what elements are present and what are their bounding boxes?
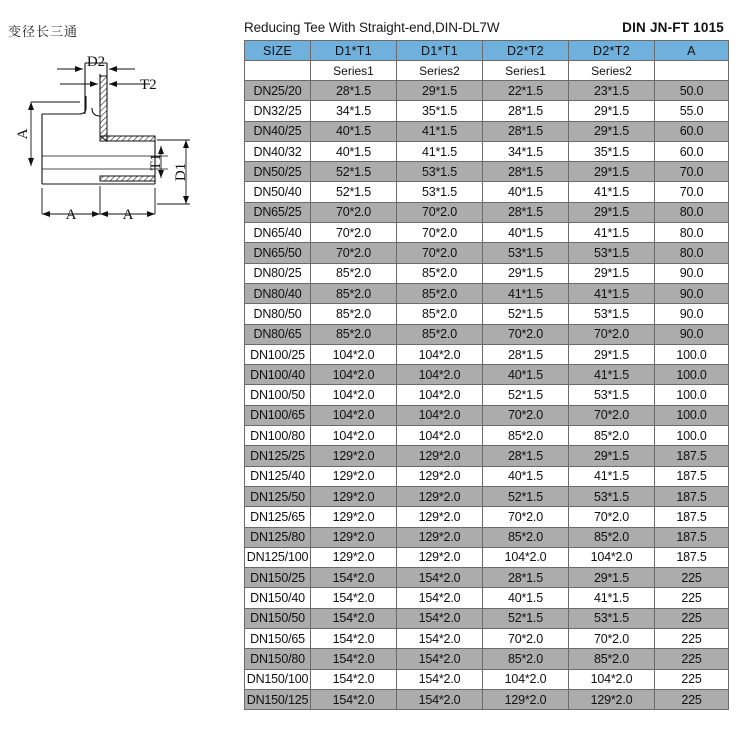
cell-d1t1-series1: 85*2.0	[311, 283, 397, 303]
table-row	[245, 324, 729, 344]
cell-d1t1-series2: 154*2.0	[397, 568, 483, 588]
cell-d1t1-series1: 40*1.5	[311, 141, 397, 161]
cell-a: 50.0	[655, 81, 729, 101]
table-row	[245, 568, 729, 588]
cell-d2t2-series1: 22*1.5	[483, 81, 569, 101]
cell-size: DN150/50	[245, 608, 311, 628]
cell-d1t1-series2: 41*1.5	[397, 141, 483, 161]
cell-d2t2-series2: 41*1.5	[569, 223, 655, 243]
cell-d2t2-series1: 104*2.0	[483, 669, 569, 689]
cell-d2t2-series2: 29*1.5	[569, 121, 655, 141]
cell-d1t1-series1: 40*1.5	[311, 121, 397, 141]
cell-d2t2-series1: 53*1.5	[483, 243, 569, 263]
cell-d1t1-series1: 104*2.0	[311, 405, 397, 425]
cell-size: DN125/40	[245, 466, 311, 486]
cell-size: DN80/50	[245, 304, 311, 324]
cell-d1t1-series2: 85*2.0	[397, 304, 483, 324]
cell-size: DN50/25	[245, 162, 311, 182]
cell-d2t2-series1: 52*1.5	[483, 304, 569, 324]
cell-a: 225	[655, 649, 729, 669]
cell-d1t1-series1: 129*2.0	[311, 547, 397, 567]
table-row	[245, 446, 729, 466]
cell-d2t2-series1: 104*2.0	[483, 547, 569, 567]
table-row	[245, 385, 729, 405]
cell-a: 225	[655, 629, 729, 649]
cell-d2t2-series1: 28*1.5	[483, 101, 569, 121]
cell-d1t1-series1: 70*2.0	[311, 243, 397, 263]
cell-size: DN150/100	[245, 669, 311, 689]
cell-d1t1-series2: 104*2.0	[397, 385, 483, 405]
cell-d1t1-series1: 104*2.0	[311, 426, 397, 446]
cell-a: 187.5	[655, 446, 729, 466]
column-header-d2t2-s1: D2*T2	[483, 41, 569, 61]
cell-d1t1-series2: 53*1.5	[397, 162, 483, 182]
cell-size: DN150/40	[245, 588, 311, 608]
cell-d2t2-series1: 41*1.5	[483, 283, 569, 303]
cell-d1t1-series1: 104*2.0	[311, 385, 397, 405]
cell-d1t1-series1: 52*1.5	[311, 162, 397, 182]
cell-d2t2-series1: 34*1.5	[483, 141, 569, 161]
cell-d2t2-series2: 70*2.0	[569, 629, 655, 649]
cell-d1t1-series2: 70*2.0	[397, 243, 483, 263]
label-d1: D1	[173, 162, 189, 182]
cell-d1t1-series2: 70*2.0	[397, 223, 483, 243]
table-row	[245, 283, 729, 303]
cell-d2t2-series2: 41*1.5	[569, 283, 655, 303]
cell-d1t1-series1: 129*2.0	[311, 527, 397, 547]
cell-d1t1-series2: 129*2.0	[397, 486, 483, 506]
cell-a: 55.0	[655, 101, 729, 121]
cell-d2t2-series2: 29*1.5	[569, 263, 655, 283]
cell-d2t2-series2: 29*1.5	[569, 162, 655, 182]
cell-size: DN125/80	[245, 527, 311, 547]
table-row	[245, 486, 729, 506]
cell-d1t1-series1: 129*2.0	[311, 466, 397, 486]
cell-d2t2-series1: 52*1.5	[483, 385, 569, 405]
cell-size: DN50/40	[245, 182, 311, 202]
cell-d1t1-series1: 70*2.0	[311, 202, 397, 222]
table-row	[245, 629, 729, 649]
table-row	[245, 608, 729, 628]
cell-d2t2-series1: 28*1.5	[483, 162, 569, 182]
cell-size: DN80/25	[245, 263, 311, 283]
cell-d2t2-series1: 85*2.0	[483, 426, 569, 446]
cell-a: 225	[655, 588, 729, 608]
cell-size: DN125/65	[245, 507, 311, 527]
label-t2: T2	[140, 77, 157, 93]
cell-size: DN150/25	[245, 568, 311, 588]
cell-d2t2-series2: 129*2.0	[569, 689, 655, 709]
table-row	[245, 223, 729, 243]
table-title: Reducing Tee With Straight-end,DIN-DL7W	[244, 19, 500, 35]
cell-d1t1-series2: 85*2.0	[397, 324, 483, 344]
cell-d1t1-series2: 129*2.0	[397, 507, 483, 527]
cell-d2t2-series2: 53*1.5	[569, 486, 655, 506]
cell-d2t2-series2: 53*1.5	[569, 304, 655, 324]
cell-d2t2-series1: 28*1.5	[483, 344, 569, 364]
cell-d1t1-series2: 104*2.0	[397, 426, 483, 446]
cell-d1t1-series1: 129*2.0	[311, 446, 397, 466]
table-row	[245, 426, 729, 446]
cell-a: 70.0	[655, 162, 729, 182]
cell-d1t1-series2: 129*2.0	[397, 527, 483, 547]
cell-size: DN100/40	[245, 365, 311, 385]
cell-d1t1-series1: 154*2.0	[311, 689, 397, 709]
cell-d1t1-series1: 34*1.5	[311, 101, 397, 121]
cell-d2t2-series2: 53*1.5	[569, 385, 655, 405]
cell-d2t2-series1: 40*1.5	[483, 466, 569, 486]
cell-d1t1-series2: 41*1.5	[397, 121, 483, 141]
table-row	[245, 466, 729, 486]
table-row	[245, 243, 729, 263]
cell-a: 187.5	[655, 507, 729, 527]
table-row	[245, 405, 729, 425]
standard-code: DIN JN-FT 1015	[622, 19, 724, 35]
technical-drawing-panel	[0, 0, 240, 240]
cell-d1t1-series1: 129*2.0	[311, 486, 397, 506]
cell-d1t1-series2: 104*2.0	[397, 405, 483, 425]
table-row	[245, 162, 729, 182]
cell-d1t1-series1: 104*2.0	[311, 344, 397, 364]
cell-a: 100.0	[655, 365, 729, 385]
header-row-main	[245, 41, 729, 61]
cell-a: 100.0	[655, 344, 729, 364]
cell-size: DN100/80	[245, 426, 311, 446]
cell-d2t2-series1: 28*1.5	[483, 568, 569, 588]
cell-d1t1-series1: 85*2.0	[311, 263, 397, 283]
table-row	[245, 669, 729, 689]
cell-d1t1-series1: 154*2.0	[311, 568, 397, 588]
cell-d2t2-series2: 29*1.5	[569, 101, 655, 121]
cell-a: 187.5	[655, 527, 729, 547]
cell-a: 90.0	[655, 283, 729, 303]
cell-d2t2-series1: 70*2.0	[483, 507, 569, 527]
wall-hatch-run-bottom	[100, 176, 155, 181]
table-row	[245, 365, 729, 385]
subheader-a	[655, 61, 729, 81]
cell-d2t2-series2: 41*1.5	[569, 182, 655, 202]
cell-d2t2-series2: 85*2.0	[569, 649, 655, 669]
cell-d1t1-series1: 85*2.0	[311, 324, 397, 344]
table-row	[245, 689, 729, 709]
table-row	[245, 649, 729, 669]
cell-size: DN65/40	[245, 223, 311, 243]
cell-a: 187.5	[655, 547, 729, 567]
cell-a: 225	[655, 568, 729, 588]
table-header	[245, 41, 729, 81]
cell-size: DN65/50	[245, 243, 311, 263]
cell-d2t2-series2: 85*2.0	[569, 426, 655, 446]
cell-d1t1-series1: 104*2.0	[311, 365, 397, 385]
cell-d2t2-series1: 40*1.5	[483, 365, 569, 385]
cell-d1t1-series1: 154*2.0	[311, 649, 397, 669]
table-row	[245, 304, 729, 324]
cell-size: DN65/25	[245, 202, 311, 222]
cell-size: DN125/25	[245, 446, 311, 466]
cell-size: DN125/100	[245, 547, 311, 567]
cell-a: 100.0	[655, 426, 729, 446]
cell-d1t1-series2: 154*2.0	[397, 689, 483, 709]
column-header-size: SIZE	[245, 41, 311, 61]
table-row	[245, 547, 729, 567]
column-header-d1t1-s2: D1*T1	[397, 41, 483, 61]
cell-a: 60.0	[655, 141, 729, 161]
cell-d1t1-series1: 85*2.0	[311, 304, 397, 324]
column-header-a: A	[655, 41, 729, 61]
cell-d2t2-series2: 104*2.0	[569, 547, 655, 567]
cell-size: DN150/65	[245, 629, 311, 649]
wall-hatch-run-top	[100, 136, 155, 141]
cell-d2t2-series2: 41*1.5	[569, 588, 655, 608]
subheader-d1t1-s2: Series2	[397, 61, 483, 81]
table-row	[245, 121, 729, 141]
cell-size: DN40/25	[245, 121, 311, 141]
subheader-d1t1-s1: Series1	[311, 61, 397, 81]
cell-d2t2-series1: 40*1.5	[483, 223, 569, 243]
cell-a: 225	[655, 669, 729, 689]
label-a-vertical: A	[15, 128, 31, 140]
cell-d2t2-series2: 29*1.5	[569, 344, 655, 364]
cell-size: DN100/50	[245, 385, 311, 405]
cell-d2t2-series2: 41*1.5	[569, 365, 655, 385]
cell-d2t2-series1: 28*1.5	[483, 446, 569, 466]
cell-d1t1-series2: 70*2.0	[397, 202, 483, 222]
cell-d2t2-series1: 40*1.5	[483, 588, 569, 608]
cell-d2t2-series2: 53*1.5	[569, 243, 655, 263]
column-header-d1t1-s1: D1*T1	[311, 41, 397, 61]
cell-d1t1-series2: 53*1.5	[397, 182, 483, 202]
cell-size: DN40/32	[245, 141, 311, 161]
cell-d2t2-series2: 70*2.0	[569, 507, 655, 527]
specification-panel	[244, 14, 730, 710]
cell-d1t1-series2: 129*2.0	[397, 466, 483, 486]
table-row	[245, 263, 729, 283]
cell-size: DN150/80	[245, 649, 311, 669]
cell-d2t2-series1: 70*2.0	[483, 324, 569, 344]
cell-d1t1-series1: 129*2.0	[311, 507, 397, 527]
cell-d2t2-series2: 85*2.0	[569, 527, 655, 547]
cell-d1t1-series1: 154*2.0	[311, 588, 397, 608]
cell-d2t2-series2: 70*2.0	[569, 405, 655, 425]
cell-d1t1-series2: 154*2.0	[397, 629, 483, 649]
cell-d2t2-series1: 85*2.0	[483, 649, 569, 669]
cell-d2t2-series1: 28*1.5	[483, 202, 569, 222]
cell-d1t1-series2: 29*1.5	[397, 81, 483, 101]
cell-d1t1-series2: 154*2.0	[397, 608, 483, 628]
cell-d2t2-series1: 70*2.0	[483, 405, 569, 425]
cell-d1t1-series2: 85*2.0	[397, 263, 483, 283]
cell-d1t1-series1: 28*1.5	[311, 81, 397, 101]
cell-a: 90.0	[655, 263, 729, 283]
cell-d1t1-series2: 85*2.0	[397, 283, 483, 303]
cell-a: 100.0	[655, 405, 729, 425]
table-row	[245, 507, 729, 527]
cell-size: DN80/40	[245, 283, 311, 303]
cell-d2t2-series2: 29*1.5	[569, 446, 655, 466]
cell-a: 80.0	[655, 223, 729, 243]
cell-a: 225	[655, 608, 729, 628]
cell-a: 90.0	[655, 304, 729, 324]
cell-size: DN25/20	[245, 81, 311, 101]
cell-d2t2-series2: 35*1.5	[569, 141, 655, 161]
cell-d1t1-series2: 129*2.0	[397, 547, 483, 567]
cell-d2t2-series1: 52*1.5	[483, 608, 569, 628]
cell-d2t2-series1: 70*2.0	[483, 629, 569, 649]
cell-d1t1-series1: 52*1.5	[311, 182, 397, 202]
cell-a: 80.0	[655, 202, 729, 222]
cell-a: 187.5	[655, 486, 729, 506]
subheader-d2t2-s1: Series1	[483, 61, 569, 81]
cell-d1t1-series2: 104*2.0	[397, 344, 483, 364]
cell-a: 100.0	[655, 385, 729, 405]
cell-size: DN150/125	[245, 689, 311, 709]
cell-d2t2-series2: 23*1.5	[569, 81, 655, 101]
cell-a: 90.0	[655, 324, 729, 344]
table-row	[245, 202, 729, 222]
cell-a: 60.0	[655, 121, 729, 141]
table-row	[245, 81, 729, 101]
cell-size: DN100/25	[245, 344, 311, 364]
reducing-tee-diagram	[0, 36, 240, 236]
cell-d2t2-series2: 104*2.0	[569, 669, 655, 689]
cell-a: 225	[655, 689, 729, 709]
cell-d1t1-series1: 154*2.0	[311, 669, 397, 689]
label-a-left: A	[65, 207, 77, 223]
cell-d2t2-series1: 129*2.0	[483, 689, 569, 709]
cell-d1t1-series1: 154*2.0	[311, 629, 397, 649]
cell-d1t1-series2: 154*2.0	[397, 588, 483, 608]
cell-a: 70.0	[655, 182, 729, 202]
table-row	[245, 588, 729, 608]
cell-d2t2-series2: 29*1.5	[569, 568, 655, 588]
subheader-size	[245, 61, 311, 81]
subheader-d2t2-s2: Series2	[569, 61, 655, 81]
cell-size: DN32/25	[245, 101, 311, 121]
cell-d2t2-series2: 29*1.5	[569, 202, 655, 222]
table-body	[245, 81, 729, 710]
header-row-series	[245, 61, 729, 81]
label-t1: T1	[148, 153, 164, 171]
cell-d1t1-series1: 154*2.0	[311, 608, 397, 628]
cell-a: 80.0	[655, 243, 729, 263]
specification-table	[244, 40, 729, 710]
cell-d2t2-series2: 41*1.5	[569, 466, 655, 486]
cell-d1t1-series2: 35*1.5	[397, 101, 483, 121]
cell-d2t2-series1: 29*1.5	[483, 263, 569, 283]
cell-size: DN100/65	[245, 405, 311, 425]
table-row	[245, 182, 729, 202]
cell-d1t1-series2: 129*2.0	[397, 446, 483, 466]
cell-d1t1-series2: 104*2.0	[397, 365, 483, 385]
cell-d2t2-series2: 70*2.0	[569, 324, 655, 344]
table-heading	[244, 14, 730, 40]
cell-d2t2-series1: 28*1.5	[483, 121, 569, 141]
cell-d1t1-series1: 70*2.0	[311, 223, 397, 243]
column-header-d2t2-s2: D2*T2	[569, 41, 655, 61]
label-a-right: A	[122, 207, 134, 223]
wall-hatch-branch	[100, 76, 107, 141]
cell-d2t2-series1: 40*1.5	[483, 182, 569, 202]
cell-d2t2-series1: 85*2.0	[483, 527, 569, 547]
cell-d1t1-series2: 154*2.0	[397, 649, 483, 669]
cell-a: 187.5	[655, 466, 729, 486]
cell-d2t2-series1: 52*1.5	[483, 486, 569, 506]
table-row	[245, 527, 729, 547]
cell-size: DN80/65	[245, 324, 311, 344]
cell-d1t1-series2: 154*2.0	[397, 669, 483, 689]
cell-size: DN125/50	[245, 486, 311, 506]
table-row	[245, 101, 729, 121]
drawing-title: 变径长三通	[8, 24, 79, 39]
table-row	[245, 141, 729, 161]
cell-d2t2-series2: 53*1.5	[569, 608, 655, 628]
label-d2: D2	[86, 54, 106, 70]
table-row	[245, 344, 729, 364]
